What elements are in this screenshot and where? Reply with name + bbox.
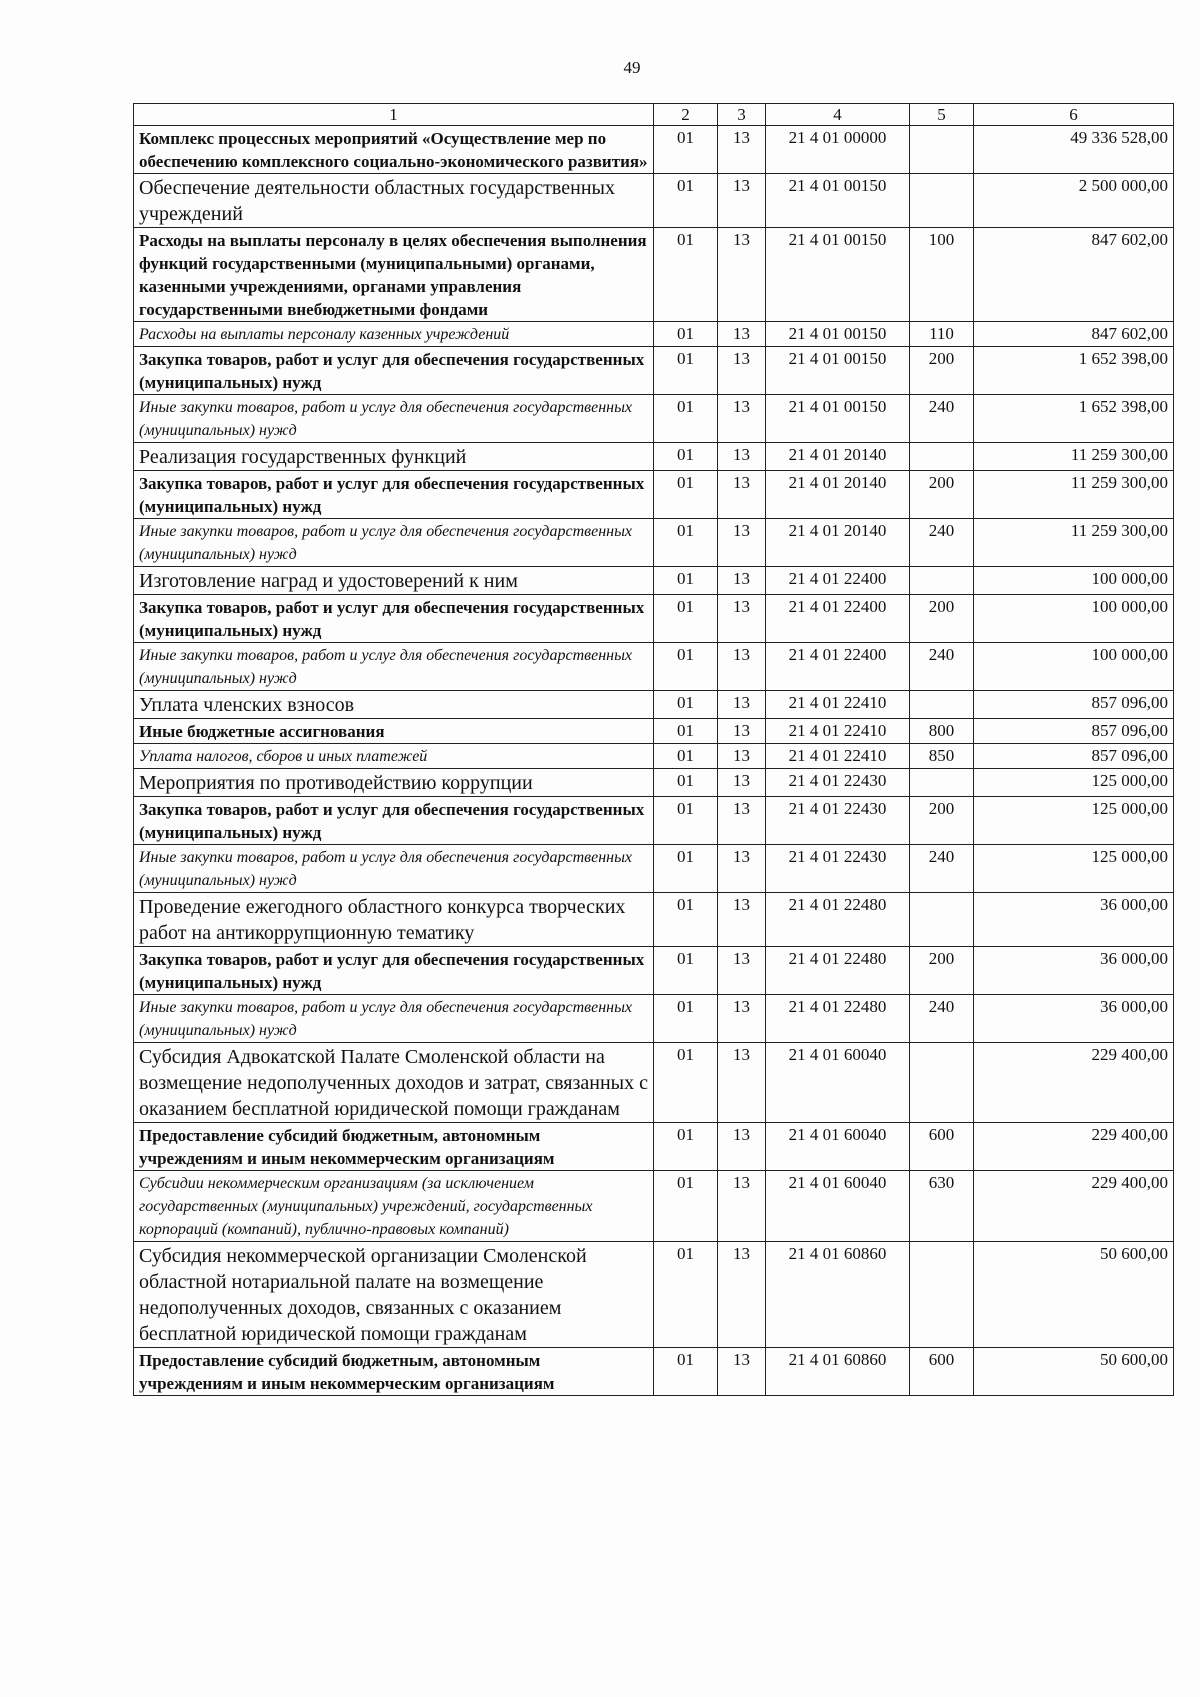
target-article-cell: 21 4 01 60040	[766, 1043, 910, 1123]
expense-type-cell: 600	[910, 1123, 974, 1171]
target-article-cell: 21 4 01 20140	[766, 443, 910, 471]
section-code-cell: 01	[654, 395, 718, 443]
expense-type-cell: 240	[910, 519, 974, 567]
table-row	[134, 322, 1174, 347]
target-article-cell: 21 4 01 00150	[766, 347, 910, 395]
header-row	[134, 104, 1174, 126]
expense-type-cell: 200	[910, 471, 974, 519]
amount-cell: 857 096,00	[974, 691, 1174, 719]
amount-cell: 857 096,00	[974, 719, 1174, 744]
amount-cell: 125 000,00	[974, 845, 1174, 893]
expense-type-cell	[910, 443, 974, 471]
subsection-code-cell: 13	[718, 845, 766, 893]
expense-type-cell	[910, 567, 974, 595]
target-article-cell: 21 4 01 22410	[766, 691, 910, 719]
expense-type-cell	[910, 1242, 974, 1348]
expense-type-cell: 240	[910, 643, 974, 691]
amount-cell: 1 652 398,00	[974, 395, 1174, 443]
row-name-cell: Иные закупки товаров, работ и услуг для обеспечения государственных (муниципальных) нужд	[134, 643, 654, 691]
section-code-cell: 01	[654, 947, 718, 995]
amount-cell: 100 000,00	[974, 567, 1174, 595]
column-header: 3	[718, 104, 766, 126]
amount-cell: 847 602,00	[974, 322, 1174, 347]
subsection-code-cell: 13	[718, 691, 766, 719]
subsection-code-cell: 13	[718, 643, 766, 691]
section-code-cell: 01	[654, 893, 718, 947]
table-row	[134, 567, 1174, 595]
amount-cell: 50 600,00	[974, 1242, 1174, 1348]
row-name-cell: Изготовление наград и удостоверений к ним	[134, 567, 654, 595]
table-row	[134, 1242, 1174, 1348]
section-code-cell: 01	[654, 567, 718, 595]
subsection-code-cell: 13	[718, 471, 766, 519]
amount-cell: 125 000,00	[974, 769, 1174, 797]
subsection-code-cell: 13	[718, 595, 766, 643]
page-number: 49	[623, 58, 641, 77]
section-code-cell: 01	[654, 322, 718, 347]
expense-type-cell: 240	[910, 995, 974, 1043]
section-code-cell: 01	[654, 691, 718, 719]
table-row	[134, 228, 1174, 322]
subsection-code-cell: 13	[718, 893, 766, 947]
amount-cell: 50 600,00	[974, 1348, 1174, 1396]
column-header: 2	[654, 104, 718, 126]
table-row	[134, 1043, 1174, 1123]
row-name-cell: Предоставление субсидий бюджетным, автономным учреждениям и иным некоммерческим организациям	[134, 1123, 654, 1171]
expense-type-cell: 240	[910, 845, 974, 893]
amount-cell: 36 000,00	[974, 893, 1174, 947]
section-code-cell: 01	[654, 519, 718, 567]
row-name-cell: Иные закупки товаров, работ и услуг для обеспечения государственных (муниципальных) нужд	[134, 845, 654, 893]
row-name-cell: Предоставление субсидий бюджетным, автономным учреждениям и иным некоммерческим организациям	[134, 1348, 654, 1396]
row-name-cell: Реализация государственных функций	[134, 443, 654, 471]
amount-cell: 100 000,00	[974, 643, 1174, 691]
target-article-cell: 21 4 01 22400	[766, 643, 910, 691]
table-row	[134, 347, 1174, 395]
subsection-code-cell: 13	[718, 174, 766, 228]
table-row	[134, 797, 1174, 845]
target-article-cell: 21 4 01 20140	[766, 519, 910, 567]
section-code-cell: 01	[654, 1043, 718, 1123]
table-row	[134, 595, 1174, 643]
target-article-cell: 21 4 01 22480	[766, 947, 910, 995]
expense-type-cell	[910, 769, 974, 797]
target-article-cell: 21 4 01 00150	[766, 322, 910, 347]
subsection-code-cell: 13	[718, 1171, 766, 1242]
amount-cell: 11 259 300,00	[974, 443, 1174, 471]
subsection-code-cell: 13	[718, 947, 766, 995]
amount-cell: 1 652 398,00	[974, 347, 1174, 395]
subsection-code-cell: 13	[718, 1043, 766, 1123]
target-article-cell: 21 4 01 00150	[766, 174, 910, 228]
target-article-cell: 21 4 01 60860	[766, 1242, 910, 1348]
target-article-cell: 21 4 01 22430	[766, 845, 910, 893]
table-row	[134, 769, 1174, 797]
row-name-cell: Закупка товаров, работ и услуг для обеспечения государственных (муниципальных) нужд	[134, 947, 654, 995]
table-body	[134, 126, 1174, 1396]
table-row	[134, 126, 1174, 174]
target-article-cell: 21 4 01 22480	[766, 893, 910, 947]
table-row	[134, 893, 1174, 947]
table-row	[134, 1171, 1174, 1242]
subsection-code-cell: 13	[718, 519, 766, 567]
row-name-cell: Иные закупки товаров, работ и услуг для обеспечения государственных (муниципальных) нужд	[134, 519, 654, 567]
row-name-cell: Субсидия Адвокатской Палате Смоленской области на возмещение недополученных доходов и затрат, связанных с оказанием бесплатной юридической помощи гражданам	[134, 1043, 654, 1123]
amount-cell: 847 602,00	[974, 228, 1174, 322]
table-row	[134, 471, 1174, 519]
expense-type-cell: 110	[910, 322, 974, 347]
expense-type-cell: 850	[910, 744, 974, 769]
row-name-cell: Закупка товаров, работ и услуг для обеспечения государственных (муниципальных) нужд	[134, 797, 654, 845]
expense-type-cell: 600	[910, 1348, 974, 1396]
amount-cell: 100 000,00	[974, 595, 1174, 643]
expense-type-cell	[910, 691, 974, 719]
amount-cell: 36 000,00	[974, 995, 1174, 1043]
expense-type-cell	[910, 174, 974, 228]
section-code-cell: 01	[654, 443, 718, 471]
target-article-cell: 21 4 01 00000	[766, 126, 910, 174]
row-name-cell: Проведение ежегодного областного конкурса творческих работ на антикоррупционную тематику	[134, 893, 654, 947]
budget-table	[133, 103, 1174, 1396]
row-name-cell: Иные закупки товаров, работ и услуг для обеспечения государственных (муниципальных) нужд	[134, 395, 654, 443]
subsection-code-cell: 13	[718, 769, 766, 797]
table-row	[134, 519, 1174, 567]
row-name-cell: Закупка товаров, работ и услуг для обеспечения государственных (муниципальных) нужд	[134, 347, 654, 395]
row-name-cell: Субсидия некоммерческой организации Смоленской областной нотариальной палате на возмещение недополученных доходов, связанных с оказанием бесплатной юридической помощи гражданам	[134, 1242, 654, 1348]
amount-cell: 229 400,00	[974, 1123, 1174, 1171]
target-article-cell: 21 4 01 22400	[766, 595, 910, 643]
subsection-code-cell: 13	[718, 322, 766, 347]
section-code-cell: 01	[654, 1348, 718, 1396]
target-article-cell: 21 4 01 00150	[766, 228, 910, 322]
target-article-cell: 21 4 01 22480	[766, 995, 910, 1043]
subsection-code-cell: 13	[718, 797, 766, 845]
column-header: 6	[974, 104, 1174, 126]
subsection-code-cell: 13	[718, 395, 766, 443]
subsection-code-cell: 13	[718, 744, 766, 769]
section-code-cell: 01	[654, 797, 718, 845]
section-code-cell: 01	[654, 174, 718, 228]
target-article-cell: 21 4 01 22410	[766, 744, 910, 769]
section-code-cell: 01	[654, 1123, 718, 1171]
target-article-cell: 21 4 01 20140	[766, 471, 910, 519]
expense-type-cell: 200	[910, 595, 974, 643]
target-article-cell: 21 4 01 60040	[766, 1123, 910, 1171]
column-header: 1	[134, 104, 654, 126]
row-name-cell: Уплата налогов, сборов и иных платежей	[134, 744, 654, 769]
expense-type-cell: 240	[910, 395, 974, 443]
table-row	[134, 995, 1174, 1043]
amount-cell: 857 096,00	[974, 744, 1174, 769]
subsection-code-cell: 13	[718, 1123, 766, 1171]
expense-type-cell	[910, 126, 974, 174]
table-row	[134, 443, 1174, 471]
amount-cell: 229 400,00	[974, 1043, 1174, 1123]
section-code-cell: 01	[654, 595, 718, 643]
row-name-cell: Расходы на выплаты персоналу казенных учреждений	[134, 322, 654, 347]
subsection-code-cell: 13	[718, 1242, 766, 1348]
section-code-cell: 01	[654, 1242, 718, 1348]
row-name-cell: Иные бюджетные ассигнования	[134, 719, 654, 744]
section-code-cell: 01	[654, 228, 718, 322]
row-name-cell: Обеспечение деятельности областных государственных учреждений	[134, 174, 654, 228]
table-row	[134, 947, 1174, 995]
subsection-code-cell: 13	[718, 567, 766, 595]
target-article-cell: 21 4 01 00150	[766, 395, 910, 443]
amount-cell: 36 000,00	[974, 947, 1174, 995]
table-row	[134, 719, 1174, 744]
row-name-cell: Комплекс процессных мероприятий «Осуществление мер по обеспечению комплексного социально-экономического развития»	[134, 126, 654, 174]
row-name-cell: Иные закупки товаров, работ и услуг для обеспечения государственных (муниципальных) нужд	[134, 995, 654, 1043]
row-name-cell: Мероприятия по противодействию коррупции	[134, 769, 654, 797]
subsection-code-cell: 13	[718, 1348, 766, 1396]
target-article-cell: 21 4 01 22410	[766, 719, 910, 744]
section-code-cell: 01	[654, 769, 718, 797]
table-row	[134, 395, 1174, 443]
expense-type-cell	[910, 1043, 974, 1123]
subsection-code-cell: 13	[718, 228, 766, 322]
target-article-cell: 21 4 01 60040	[766, 1171, 910, 1242]
section-code-cell: 01	[654, 719, 718, 744]
row-name-cell: Расходы на выплаты персоналу в целях обеспечения выполнения функций государственными (муниципальными) органами, казенными учреждениями, органами управления государственными внебюджетными фондами	[134, 228, 654, 322]
expense-type-cell: 200	[910, 797, 974, 845]
row-name-cell: Закупка товаров, работ и услуг для обеспечения государственных (муниципальных) нужд	[134, 471, 654, 519]
section-code-cell: 01	[654, 1171, 718, 1242]
table-row	[134, 1348, 1174, 1396]
table-row	[134, 1123, 1174, 1171]
table-row	[134, 174, 1174, 228]
target-article-cell: 21 4 01 22430	[766, 797, 910, 845]
subsection-code-cell: 13	[718, 995, 766, 1043]
section-code-cell: 01	[654, 126, 718, 174]
table-row	[134, 643, 1174, 691]
target-article-cell: 21 4 01 22430	[766, 769, 910, 797]
section-code-cell: 01	[654, 471, 718, 519]
amount-cell: 229 400,00	[974, 1171, 1174, 1242]
row-name-cell: Закупка товаров, работ и услуг для обеспечения государственных (муниципальных) нужд	[134, 595, 654, 643]
expense-type-cell: 200	[910, 347, 974, 395]
target-article-cell: 21 4 01 60860	[766, 1348, 910, 1396]
subsection-code-cell: 13	[718, 126, 766, 174]
column-header: 4	[766, 104, 910, 126]
subsection-code-cell: 13	[718, 443, 766, 471]
subsection-code-cell: 13	[718, 347, 766, 395]
expense-type-cell: 630	[910, 1171, 974, 1242]
table-row	[134, 744, 1174, 769]
section-code-cell: 01	[654, 995, 718, 1043]
column-header: 5	[910, 104, 974, 126]
amount-cell: 125 000,00	[974, 797, 1174, 845]
amount-cell: 11 259 300,00	[974, 519, 1174, 567]
row-name-cell: Субсидии некоммерческим организациям (за исключением государственных (муниципальных) учреждений, государственных корпораций (компаний), публично-правовых компаний)	[134, 1171, 654, 1242]
expense-type-cell: 800	[910, 719, 974, 744]
section-code-cell: 01	[654, 845, 718, 893]
table-row	[134, 691, 1174, 719]
amount-cell: 49 336 528,00	[974, 126, 1174, 174]
amount-cell: 2 500 000,00	[974, 174, 1174, 228]
subsection-code-cell: 13	[718, 719, 766, 744]
table-row	[134, 845, 1174, 893]
section-code-cell: 01	[654, 643, 718, 691]
expense-type-cell: 200	[910, 947, 974, 995]
section-code-cell: 01	[654, 744, 718, 769]
amount-cell: 11 259 300,00	[974, 471, 1174, 519]
expense-type-cell	[910, 893, 974, 947]
target-article-cell: 21 4 01 22400	[766, 567, 910, 595]
section-code-cell: 01	[654, 347, 718, 395]
row-name-cell: Уплата членских взносов	[134, 691, 654, 719]
expense-type-cell: 100	[910, 228, 974, 322]
